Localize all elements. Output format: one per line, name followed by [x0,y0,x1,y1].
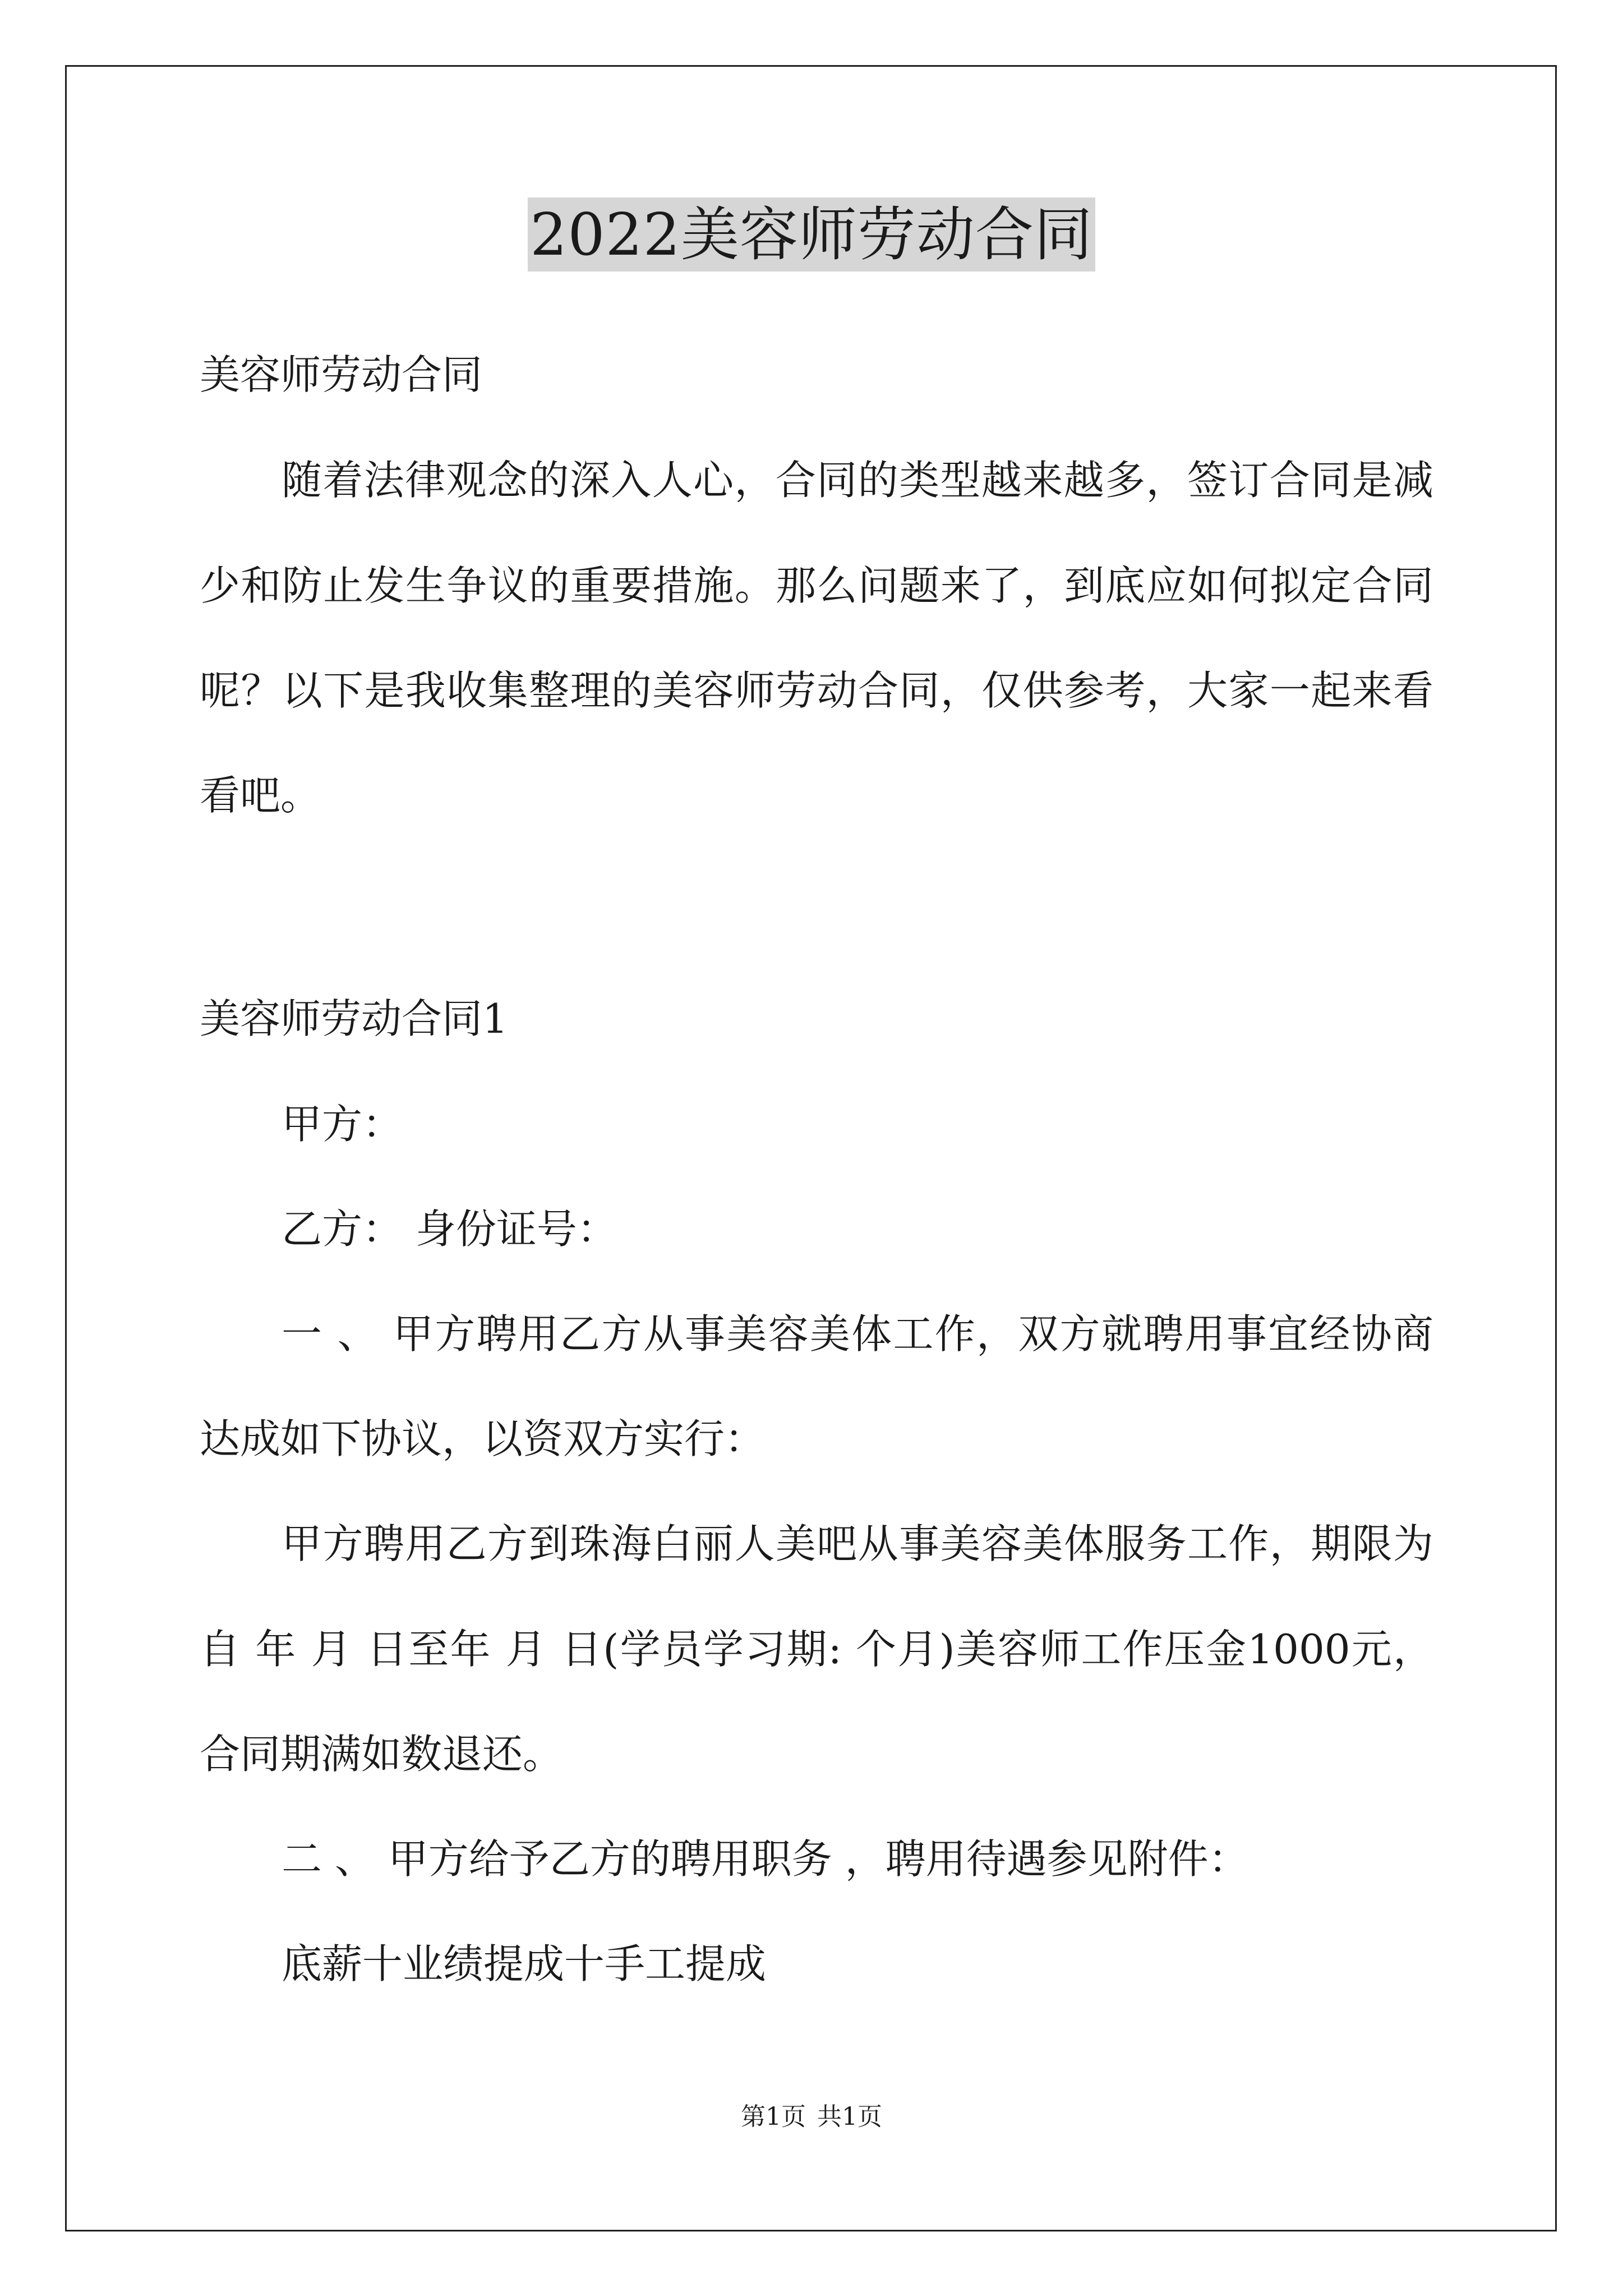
salary-line: 底薪十业绩提成十手工提成 [282,1940,767,1987]
party-a: 甲方： [282,1101,403,1148]
intro-line-3: 呢？以下是我收集整理的美容师劳动合同，仅供参考，大家一起来看 [200,667,1433,714]
document-title: 2022美容师劳动合同 [528,197,1095,272]
clause-1-line-1: 一 、 甲方聘用乙方从事美容美体工作，双方就聘用事宜经协商 [282,1310,1433,1358]
clause-1-detail-line-1: 甲方聘用乙方到珠海白丽人美吧从事美容美体服务工作，期限为 [282,1520,1433,1567]
section-heading: 美容师劳动合同1 [200,995,508,1042]
document-subtitle: 美容师劳动合同 [200,351,483,398]
page-footer: 第1页 共1页 [741,2102,882,2131]
intro-line-4: 看吧。 [200,772,321,819]
intro-line-1: 随着法律观念的深入人心，合同的类型越来越多，签订合同是减 [282,457,1433,504]
title-container [0,197,1623,272]
clause-1-detail-line-3: 合同期满如数退还。 [200,1731,564,1778]
clause-2-line: 二 、 甲方给予乙方的聘用职务 ，聘用待遇参见附件： [282,1835,1249,1883]
clause-1-line-2: 达成如下协议，以资双方实行： [200,1415,766,1462]
intro-line-2: 少和防止发生争议的重要措施。那么问题来了，到底应如何拟定合同 [200,562,1433,609]
party-b: 乙方： 身份证号： [282,1205,617,1253]
clause-1-detail-line-2: 自 年 月 日至年 月 日(学员学习期: 个月)美容师工作压金1000元， [200,1626,1433,1673]
